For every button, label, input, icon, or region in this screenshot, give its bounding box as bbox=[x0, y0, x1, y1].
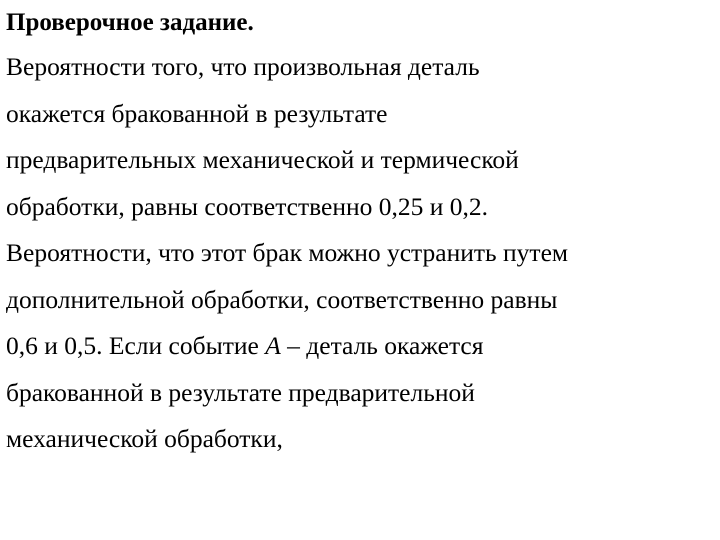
text-line-1: Вероятности того, что произвольная деталь bbox=[6, 52, 480, 81]
text-line-6: дополнительной обработки, соответственно равны bbox=[6, 284, 558, 314]
text-line-2: окажется бракованной в результате bbox=[6, 98, 388, 128]
task-title: Проверочное задание. bbox=[6, 9, 254, 36]
text-line-8: бракованной в результате предварительной bbox=[6, 377, 475, 407]
text-line-7-start: 0,6 и 0,5. Если событие bbox=[6, 331, 266, 360]
event-symbol: A bbox=[265, 331, 281, 360]
text-line-7 bbox=[6, 323, 714, 370]
text-line-9: механической обработки, bbox=[6, 424, 283, 453]
text-line-7-end: – деталь окажется bbox=[280, 331, 484, 360]
text-line-5: Вероятности, что этот брак можно устранить путем bbox=[6, 238, 569, 267]
text-line-3: предварительных механической и термической bbox=[6, 145, 519, 174]
text-line-4: обработки, равны соответственно 0,25 и 0,2. bbox=[6, 191, 489, 221]
